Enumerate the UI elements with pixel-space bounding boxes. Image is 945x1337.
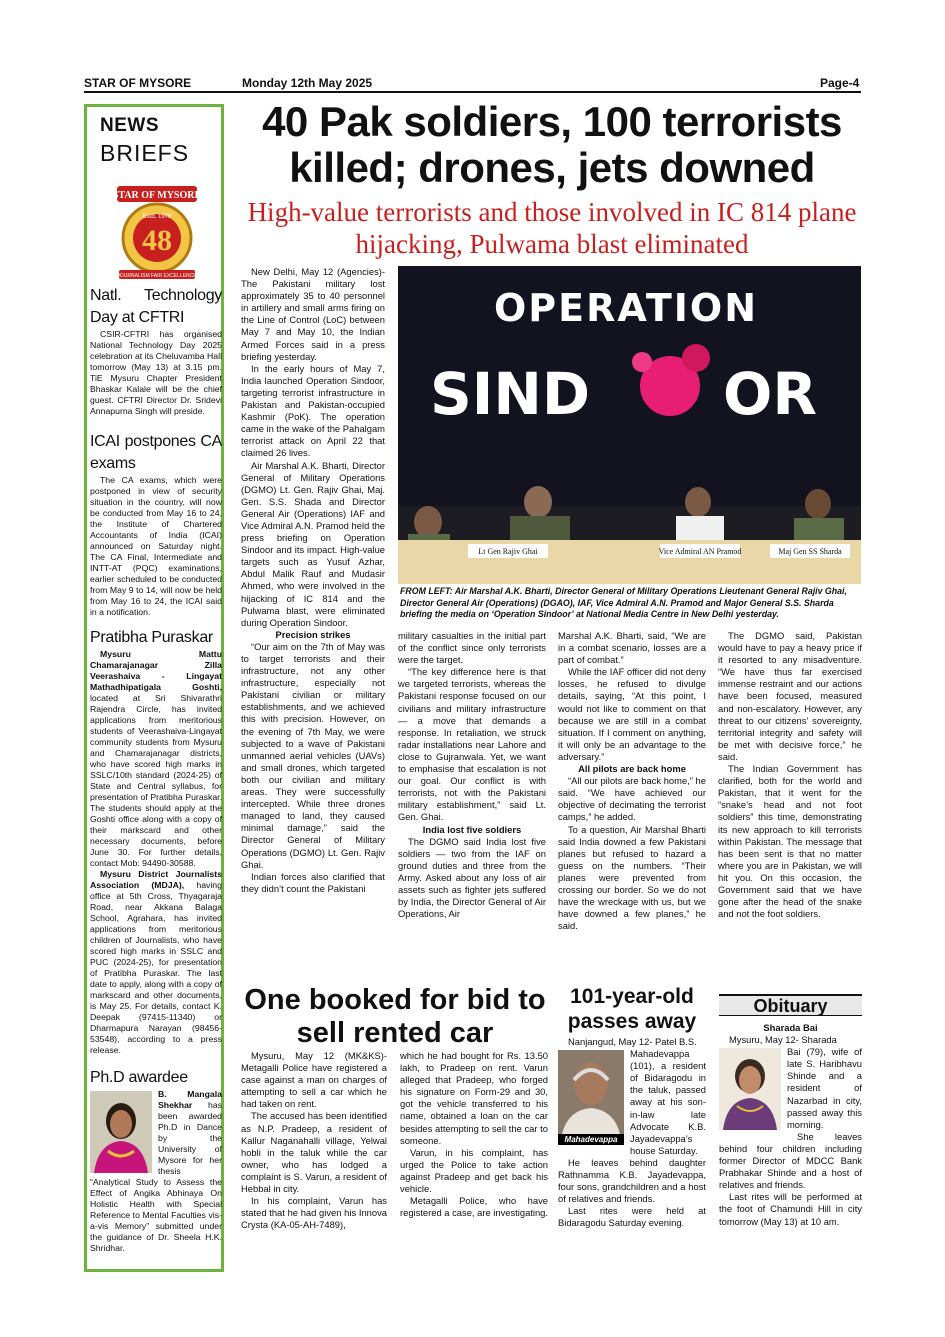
brief-title: ICAI postpones CA exams bbox=[90, 433, 222, 472]
page-number: Page-4 bbox=[820, 76, 860, 90]
obituary-name: Sharada Bai bbox=[763, 1022, 818, 1033]
centenarian-story bbox=[558, 1036, 706, 1272]
brief-icai bbox=[90, 429, 222, 618]
subhead: All pilots are back home bbox=[578, 763, 686, 775]
issue-date: Monday 12th May 2025 bbox=[242, 76, 373, 90]
subhead: India lost five soldiers bbox=[422, 823, 522, 835]
paragraph: Indian forces also clarified that they didn’t count the Pakistani bbox=[241, 870, 385, 894]
brief-body: having office at 5th Cross, Thyagaraja Road, near Akkana Balaga School, Agrahara, has invited applications from meritorious children of Journalists, who have scored high marks in SSLC and PUC (2024-25), for presentation of Pratibha Puraskar. The last date to apply, along with a copy of markscard and other documents, is May 25. For details, contact K. Deepak (97415-11340) or Dharmapura Narayan (98456-53548), according to a press release. bbox=[90, 880, 222, 1055]
paragraph: “The key difference here is that we targeted terrorists, whereas the Pakistani response focused on our civilians and military infrastructure — a move that demands a response. In retaliation, we struck radar installations near Lahore and close to Gujranwala. Yet, we want to emphasise that escalation is not our goal. Our conflict is with terrorists, not with the Pakistani military establishment,” said Lt. Gen. Ghai. bbox=[398, 666, 546, 823]
paragraph: Marshal A.K. Bharti, said, “We are in a combat scenario, losses are a part of combat.” bbox=[558, 630, 706, 666]
paragraph: The accused has been identified as N.P. Pradeep, a resident of Kallur Naganahalli village, Yelwal hobli in the taluk while the car owner, who has lodged a complaint is S. Varun, a resident of Hebbal in city. bbox=[241, 1110, 387, 1195]
brief-title: Pratibha Puraskar bbox=[90, 629, 213, 646]
paragraph: Varun, in his complaint, has urged the Police to take action against Pradeep and get back his vehicle. bbox=[400, 1146, 548, 1195]
news-label: NEWS bbox=[100, 115, 159, 136]
brief-body: has been awarded Ph.D in Dance by the University of Mysore for her thesis “Analytical Study to Assess the Effect of Angika Abhinaya On Holistic Health with Special Reference to Mental Faculties vis-a-vis Memory” submitted under the guidance of Dr. Sheela H.K. Shridhar. bbox=[90, 1100, 222, 1253]
mahadevappa-photo bbox=[558, 1050, 624, 1134]
briefs-label: BRIEFS bbox=[100, 140, 190, 166]
anniversary-logo bbox=[111, 182, 203, 282]
logo-bottom-text: JOURNALISM FAIR EXCELLENCE bbox=[117, 273, 197, 279]
paragraph: Mysuru, May 12 (MK&KS)- Metagalli Police have registered a case against a man on charges of attempting to sell a car which he had taken on rent. bbox=[241, 1050, 387, 1110]
awardee-photo bbox=[90, 1091, 152, 1173]
lead-column-1 bbox=[241, 266, 385, 978]
photo-caption: FROM LEFT: Air Marshal A.K. Bharti, Director General of Military Operations Lieutenant General Rajiv Ghai, Director General Air (Operations) (DGAO), IAF, Vice Admiral A.N. Pramod and Major General S.S. Sharda briefing the media on ‘Operation Sindoor’ at National Media Centre in New Delhi yesterday. bbox=[400, 586, 847, 619]
paragraph: She leaves behind four children including former Director of MDCC Bank Prabhakar Shinde and a host of relatives and friends. bbox=[719, 1130, 862, 1191]
brief-phd bbox=[90, 1065, 222, 1254]
paragraph: Air Marshal A.K. Bharti, Director General of Military Operations (DGMO) Lt. Gen. Rajiv Ghai, Maj. Gen. S.S. Shada and Director General Air (Operations) IAF and Vice Admiral A.N. Pramod held the press briefing on Operation Sindoor and its impact. High-value targets such as Yusuf Azhar, Abdul Malik Rauf and Mudasir Ahmed, who were involved in the hijacking of IC 814 and the Pulwama blast, were eliminated during Operation Sindoor. bbox=[241, 459, 385, 628]
lead-column-3 bbox=[558, 630, 706, 978]
paragraph: military casualties in the initial part of the conflict since only terrorists were the target. bbox=[398, 630, 546, 666]
obituary-story bbox=[719, 1022, 862, 1272]
paper-name: STAR OF MYSORE bbox=[84, 76, 192, 90]
brief-body: CSIR-CFTRI has organised National Technology Day 2025 celebration at its Cheluvamba Hall tomorrow (May 13) at 3.15 pm. TiE Mysuru Chapter President Bhaskar Kalale will be the chief guest. CFTRI Director Dr. Sridevi Annapurna Singh will preside. bbox=[90, 329, 222, 416]
paragraph: Bai (79), wife of late S. Haribhavu Shinde and a resident of Nazarbad in city, passed away this morning. bbox=[787, 1046, 862, 1130]
brief-pratibha bbox=[90, 625, 222, 1056]
paragraph: In the early hours of May 7, India launched Operation Sindoor, targeting terrorist infrastructure in Pakistan and Pakistan-occupied Kashmir (PoK). The operation came in the wake of the Pahalgam terrorist attack on April 22 that claimed 26 lives. bbox=[241, 362, 385, 459]
banner-or-text: OR bbox=[723, 360, 817, 428]
paragraph: The DGMO said, Pakistan would have to pay a heavy price if it resorted to any misadventure. “We have thus far exercised immense restraint and our actions have been focused, measured and non-escalatory. However, any threat to our citizens’ sovereignty, territorial integrity and safety will be met with decisive force,” he said. bbox=[718, 630, 862, 762]
lead-photo bbox=[398, 266, 861, 584]
brief-cftri bbox=[90, 283, 222, 417]
paragraph: While the IAF officer did not deny losses, he refused to divulge details, saying, “At this point, I would not like to comment on that because we are still in a combat situation. If I comment on anything, it will only be an advantage to the adversary.” bbox=[558, 666, 706, 762]
obituary-label: Obituary bbox=[719, 994, 862, 1016]
paragraph: which he had bought for Rs. 13.50 lakh, to Pradeep on rent. Varun alleged that Pradeep, who forged his signature on Form-29 and 30, got the vehicle transferred to his name, obtained a loan on the car besides attempting to sell the car to someone. bbox=[400, 1050, 548, 1146]
logo-estd-text: Estd. 1978 bbox=[142, 214, 172, 220]
paragraph: The DGMO said India lost five soldiers — two from the IAF on ground duties and three from the Army. Asked about any loss of air assets such as fighter jets suffered by India, the Director General of Air Operations, Air bbox=[398, 835, 546, 920]
paragraph: In his complaint, Varun has stated that he had given his Innova Crysta (KA-05-AH-7489), bbox=[241, 1195, 387, 1231]
brief-body: The CA exams, which were postponed in view of security situation in the country, will now be conducted from May 16 to 24, the Institute of Chartered Accountants of India (ICAI) announced on Saturday night. The CA Final, Intermediate and INTT-AT (PQC) examinations, earlier scheduled to be conducted from May 9 to 14, will now be held from May 16 to 24, the ICAI said in a notification. bbox=[90, 475, 222, 617]
brief-lead: Mysuru Mattu Chamarajanagar Zilla Veerashaiva - Lingayat Mathadhipatigala Goshti, bbox=[90, 649, 222, 692]
paragraph: New Delhi, May 12 (Agencies)- The Pakistani military lost approximately 35 to 40 personnel in artillery and small arms firing on the Line of Control (LoC) between May 7 and May 10, the Indian Armed Forces said in a press briefing yesterday. bbox=[241, 266, 385, 362]
brief-title: Ph.D awardee bbox=[90, 1069, 188, 1086]
car-story-column-1 bbox=[241, 1050, 387, 1272]
paragraph: The Indian Government has clarified, both for the world and Pakistan, that it went for the “snake’s head and not foot soldiers” this time, demonstrating its new approach to kill terrorists within Pakistan. The message that has been sent is that no matter where you are in Pakistan, we will hit you. On this occasion, the Government said that we have gone after the head of the snake and not the foot soldiers. bbox=[718, 763, 862, 920]
paragraph: Last rites will be performed at the foot of Chamundi Hill in city tomorrow (May 13) at 10 am. bbox=[719, 1191, 862, 1227]
car-story-headline: One booked for bid to sell rented car bbox=[244, 984, 546, 1049]
dateline: Nanjangud, May 12- Patel B.S. bbox=[568, 1036, 697, 1047]
nameplate-ghai: Lt Gen Rajiv Ghai bbox=[478, 547, 538, 556]
logo-top-text: STAR OF MYSORE bbox=[112, 190, 202, 201]
paragraph: Metagalli Police, who have registered a case, are investigating. bbox=[400, 1195, 548, 1219]
paragraph: Mahadevappa (101), a resident of Bidaragodu in the taluk, passed away at his son-in-law late Advocate K.B. Jayadevappa’s house Saturday. bbox=[630, 1048, 706, 1156]
paragraph: Last rites were held at Bidaragodu Saturday evening. bbox=[558, 1205, 706, 1229]
header-rule bbox=[84, 91, 861, 93]
dateline: Mysuru, May 12- Sharada bbox=[729, 1034, 837, 1046]
brief-body: located at Sri Shivarathri Rajendra Circle, has invited applications from meritorious students of Veerashaiva-Lingayat community students from Mysuru and Chamarajanagar districts, who have scored high marks in SSLC/10th standard (2024-25) of State and Central syllabus, for presentation of Pratibha Puraskar. The students should apply at the Goshti office along with a copy of their markscard and other necessary documents, before June 30. For further details, contact Mob: 94490-30588. bbox=[90, 693, 222, 868]
banner-operation-text: OPERATION bbox=[494, 286, 758, 330]
nameplate-sharda: Maj Gen SS Sharda bbox=[778, 547, 842, 556]
nameplate-pramod: Vice Admiral AN Pramod bbox=[658, 547, 742, 556]
centenarian-headline: 101-year-old passes away bbox=[567, 985, 697, 1033]
brief-lead: B. Mangala Shekhar bbox=[158, 1089, 222, 1110]
photo-label: Mahadevappa bbox=[558, 1134, 624, 1145]
lead-headline: 40 Pak soldiers, 100 terrorists killed; drones, jets downed bbox=[262, 98, 842, 191]
lead-column-4 bbox=[718, 630, 862, 978]
car-story-column-2 bbox=[400, 1050, 548, 1272]
lead-kicker: High-value terrorists and those involved in IC 814 plane hijacking, Pulwama blast eliminated bbox=[247, 197, 857, 259]
lead-column-2 bbox=[398, 630, 546, 978]
mahadevappa-photo-wrap bbox=[558, 1050, 624, 1145]
paragraph: “All our pilots are back home,” he said. “We have achieved our objective of decimating the terrorist camps,” he added. bbox=[558, 775, 706, 823]
sharada-bai-photo bbox=[719, 1048, 781, 1130]
subhead: Precision strikes bbox=[275, 628, 351, 640]
news-briefs-panel bbox=[84, 104, 224, 1272]
brief-title: Natl. Technology Day at CFTRI bbox=[90, 287, 222, 326]
brief-lead: Mysuru District Journalists Association (MDJA), bbox=[90, 869, 222, 890]
paragraph: “Our aim on the 7th of May was to target terrorists and their infrastructure, not any other infrastructure, especially not Pakistani civilian or military establishments, and we achieved this with precision. However, on the evening of 7th May, we were subjected to a wave of Pakistani unmanned aerial vehicles (UAVs) and small drones, which targeted both our civilian and military areas. They were successfully intercepted. While three drones managed to land, they caused minimal damage,” said the Director General of Military Operations (DGMO) Lt. Gen. Rajiv Ghai. bbox=[241, 640, 385, 870]
banner-sindoor-text: SIND bbox=[429, 360, 591, 428]
paragraph: He leaves behind daughter Rathnamma K.B. Jayadevappa, four sons, grandchildren and a host of relatives and friends. bbox=[558, 1156, 706, 1205]
logo-number: 48 bbox=[142, 224, 172, 257]
paragraph: To a question, Air Marshal Bharti said India downed a few Pakistani planes but refused to hazard a guess on the numbers. “Their planes were prevented from crossing our border. So we do not have the wreckage with us, but we have downed a few planes,” he said. bbox=[558, 823, 706, 932]
